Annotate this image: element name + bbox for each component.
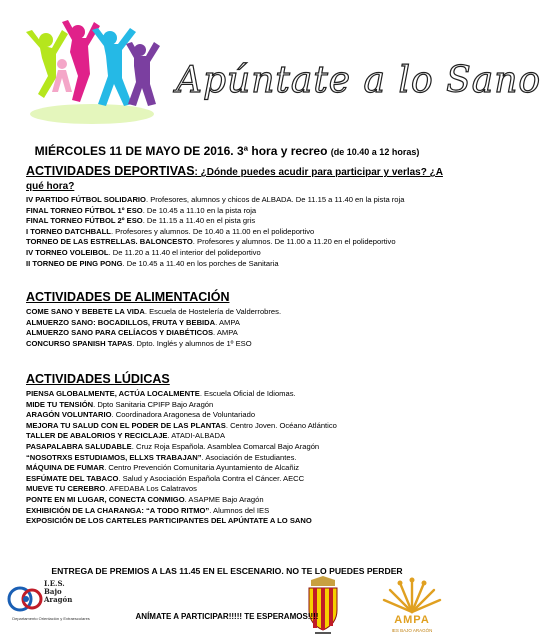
activity-item (26, 206, 446, 217)
activity-item (26, 259, 446, 270)
activity-item (26, 410, 446, 421)
activity-item (26, 195, 446, 206)
jumping-people-illustration (22, 18, 162, 130)
activity-item (26, 339, 446, 350)
activity-name: MEJORA TU SALUD CON EL PODER DE LAS PLANTAS (26, 420, 226, 430)
activity-name: COME SANO Y BEBETE LA VIDA (26, 307, 145, 316)
activity-item (26, 237, 446, 248)
activity-item (26, 453, 446, 464)
activity-item (26, 421, 446, 432)
activity-name: TORNEO DE LAS ESTRELLAS. BALONCESTO (26, 237, 193, 247)
ampa-word: AMPA (394, 614, 430, 626)
activity-name: ALMUERZO SANO: BOCADILLOS, FRUTA Y BEBIDA (26, 317, 216, 327)
activity-name: ARAGÓN VOLUNTARIO (26, 410, 112, 420)
activity-details: . Alumnos del IES (209, 505, 270, 515)
activity-item (26, 248, 446, 259)
activity-item (26, 431, 446, 442)
activity-details: . Asociación de Estudiantes. (201, 452, 297, 462)
ies-department: Departamento Orientación y Extraescolares (12, 616, 90, 621)
activity-name: PONTE EN MI LUGAR, CONECTA CONMIGO (26, 494, 185, 504)
activity-item (26, 318, 446, 329)
activity-item (26, 400, 446, 411)
section-heading (26, 372, 446, 386)
ampa-subtitle: IES BAJO ARAGÓN (391, 628, 433, 633)
activity-item (26, 389, 446, 400)
section-heading (26, 290, 446, 304)
activity-name: FINAL TORNEO FÚTBOL 2º ESO (26, 216, 143, 226)
section-title: ACTIVIDADES LÚDICAS (26, 372, 170, 386)
ies-logo (4, 576, 90, 636)
activity-item (26, 484, 446, 495)
title-block (176, 40, 541, 122)
activity-name: MIDE TU TENSIÓN (26, 399, 94, 409)
activity-details: . Centro Prevención Comunitaria Ayuntamiento de Alcañiz (104, 463, 300, 473)
activity-details: . ATADI-ALBADA (167, 431, 226, 441)
activity-name: I TORNEO DATCHBALL (26, 226, 111, 236)
activity-item (26, 227, 446, 238)
activity-item (26, 516, 446, 527)
cheer-message: ANÍMATE A PARTICIPAR!!!!! TE ESPERAMOS!!!! (135, 612, 319, 621)
activity-details: . AMPA (215, 317, 240, 327)
section-heading (26, 164, 446, 192)
activity-name: FINAL TORNEO FÚTBOL 1º ESO (26, 205, 143, 215)
activity-name: TALLER DE ABALORIOS Y RECICLAJE (26, 431, 168, 441)
section-question: : ¿Dónde puedes acudir para participar y verlas? ¿A qué hora? (26, 167, 443, 192)
section-ludicas (26, 372, 446, 527)
ies-name: I.E.S. Bajo Aragón (44, 579, 73, 604)
activity-name: ESFÚMATE DEL TABACO (26, 473, 119, 483)
ampa-logo (376, 574, 448, 638)
activity-name: MÁQUINA DE FUMAR (26, 463, 105, 473)
activity-details: . De 11.20 a 11.40 el interior del polideportivo (108, 247, 261, 257)
activity-name: EXPOSICIÓN DE LOS CARTELES PARTICIPANTES DEL APÚNTATE A LO SANO (26, 516, 312, 526)
activity-list (26, 389, 446, 527)
date-time: (de 10.40 a 12 horas) (330, 147, 420, 157)
activity-name: PIENSA GLOBALMENTE, ACTÚA LOCALMENTE (26, 389, 200, 398)
sun-rays-icon (376, 574, 448, 614)
activity-name: PASAPALABRA SALUDABLE (26, 441, 132, 451)
activity-details: . De 10.45 a 11.10 en la pista roja (142, 205, 257, 215)
activity-details: . AFEDABA Los Calatravos (105, 484, 197, 494)
town-crest-icon (303, 576, 343, 636)
activity-name: “NOSOTRXS ESTUDIAMOS, ELLXS TRABAJAN” (26, 452, 202, 462)
activity-details: . Salud y Asociación Española Contra el Cáncer. AECC (118, 473, 305, 483)
activity-details: . Escuela Oficial de Idiomas. (199, 389, 296, 398)
activity-item (26, 506, 446, 517)
activity-item (26, 328, 446, 339)
activity-item (26, 463, 446, 474)
activity-name: EXHIBICIÓN DE LA CHARANGA: “A TODO RITMO” (26, 505, 210, 515)
prizes-announcement: ENTREGA DE PREMIOS A LAS 11.45 EN EL ESCENARIO. NO TE LO PUEDES PERDER (51, 566, 403, 576)
activity-details: . Profesores y alumnos. De 10.40 a 11.00 en el polideportivo (110, 226, 315, 236)
section-title: ACTIVIDADES DE ALIMENTACIÓN (26, 290, 230, 304)
section-alimentacion (26, 290, 446, 349)
date-main: MIÉRCOLES 11 DE MAYO DE 2016. 3ª hora y recreo (34, 144, 328, 158)
section-deportivas (26, 164, 446, 269)
activity-name: IV TORNEO VOLEIBOL (26, 247, 109, 257)
activity-details: . Escuela de Hostelería de Valderrobres. (144, 307, 282, 316)
section-title: ACTIVIDADES DEPORTIVAS (26, 164, 195, 178)
activity-item (26, 474, 446, 485)
activity-details: . Centro Joven. Océano Atlántico (225, 420, 337, 430)
activity-details: . Cruz Roja Española. Asamblea Comarcal Bajo Aragón (131, 441, 320, 451)
ies-emblem-icon (8, 582, 44, 616)
activity-item (26, 216, 446, 227)
activity-details: . Dpto Sanitaria CPIFP Bajo Aragón (93, 399, 214, 409)
activity-details: . Dpto. Inglés y alumnos de 1º ESO (132, 338, 252, 348)
activity-name: II TORNEO DE PING PONG (26, 258, 123, 268)
activity-list (26, 195, 446, 269)
activity-name: IV PARTIDO FÚTBOL SOLIDARIO (26, 195, 146, 204)
activity-name: ALMUERZO SANO PARA CELÍACOS Y DIABÉTICOS (26, 328, 214, 338)
poster-title: Apúntate a lo Sano (176, 60, 541, 101)
activity-details: . De 11.15 a 11.40 en el pista gris (142, 216, 256, 226)
activity-details: . De 10.45 a 11.40 en los porches de Sanitaria (122, 258, 279, 268)
activity-details: . ASAPME Bajo Aragón (184, 494, 264, 504)
activity-item (26, 442, 446, 453)
activity-details: . Coordinadora Aragonesa de Voluntariado (111, 410, 256, 420)
activity-item (26, 495, 446, 506)
activity-item (26, 307, 446, 318)
activity-name: CONCURSO SPANISH TAPAS (26, 338, 133, 348)
date-line (0, 144, 454, 158)
activity-details: . AMPA (213, 328, 238, 338)
activity-list (26, 307, 446, 349)
activity-details: . Profesores, alumnos y chicos de ALBADA. De 11.15 a 11.40 en la pista roja (145, 195, 405, 204)
activity-name: MUEVE TU CEREBRO (26, 484, 106, 494)
activity-details: . Profesores y alumnos. De 11.00 a 11.20 en el polideportivo (192, 237, 396, 247)
